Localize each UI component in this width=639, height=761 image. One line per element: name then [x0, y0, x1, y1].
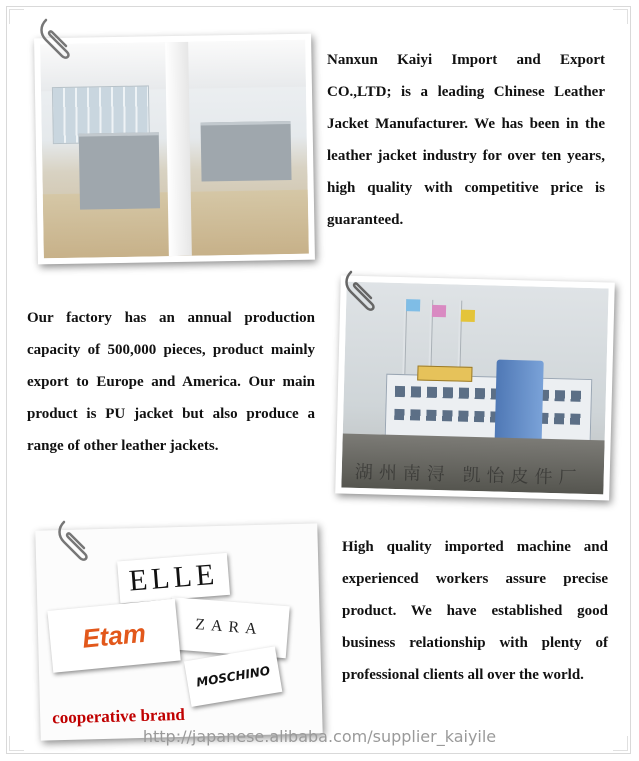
brand-card-moschino: MOSCHINO [184, 646, 282, 707]
factory-sign-text: 湖州南浔 凯怡皮件厂 [354, 461, 583, 489]
flag [406, 300, 420, 312]
factory-building [385, 373, 593, 442]
frame-corner [9, 9, 24, 24]
brand-card-zara: ZARA [168, 597, 290, 658]
watermark-url: http://japanese.alibaba.com/supplier_kaiyile [142, 727, 497, 746]
paperclip-icon [38, 16, 72, 64]
flag [461, 309, 475, 321]
factory-gate-wall [341, 434, 604, 494]
paperclip-icon [343, 268, 377, 316]
paperclip-icon [56, 518, 90, 566]
factory-tower [495, 360, 544, 444]
brand-card-etam: Etam [47, 599, 180, 673]
factory-photo [335, 275, 615, 500]
quality-text: High quality imported machine and experienced workers assure precise product. We have established good business relationship with plenty of professional clients all over the world. [342, 539, 608, 683]
factory-roof-sign [418, 366, 473, 382]
brand-card-elle: ELLE [117, 553, 230, 604]
office-photo [34, 34, 315, 265]
flag [432, 304, 446, 316]
factory-capacity-text: Our factory has an annual production capacity of 500,000 pieces, product mainly export to Europe and America. Our main product is PU jacket but also produce a range of other leather jackets. [27, 310, 315, 454]
company-intro-text: Nanxun Kaiyi Import and Export CO.,LTD; is a leading Chinese Leather Jacket Manufacturer. We has been in the leather jacket industry for over ten years, high quality with competitive price is guaranteed. [327, 52, 605, 228]
frame-corner [613, 9, 628, 24]
office-pillar [165, 42, 193, 256]
brands-caption: cooperative brand [51, 704, 186, 728]
